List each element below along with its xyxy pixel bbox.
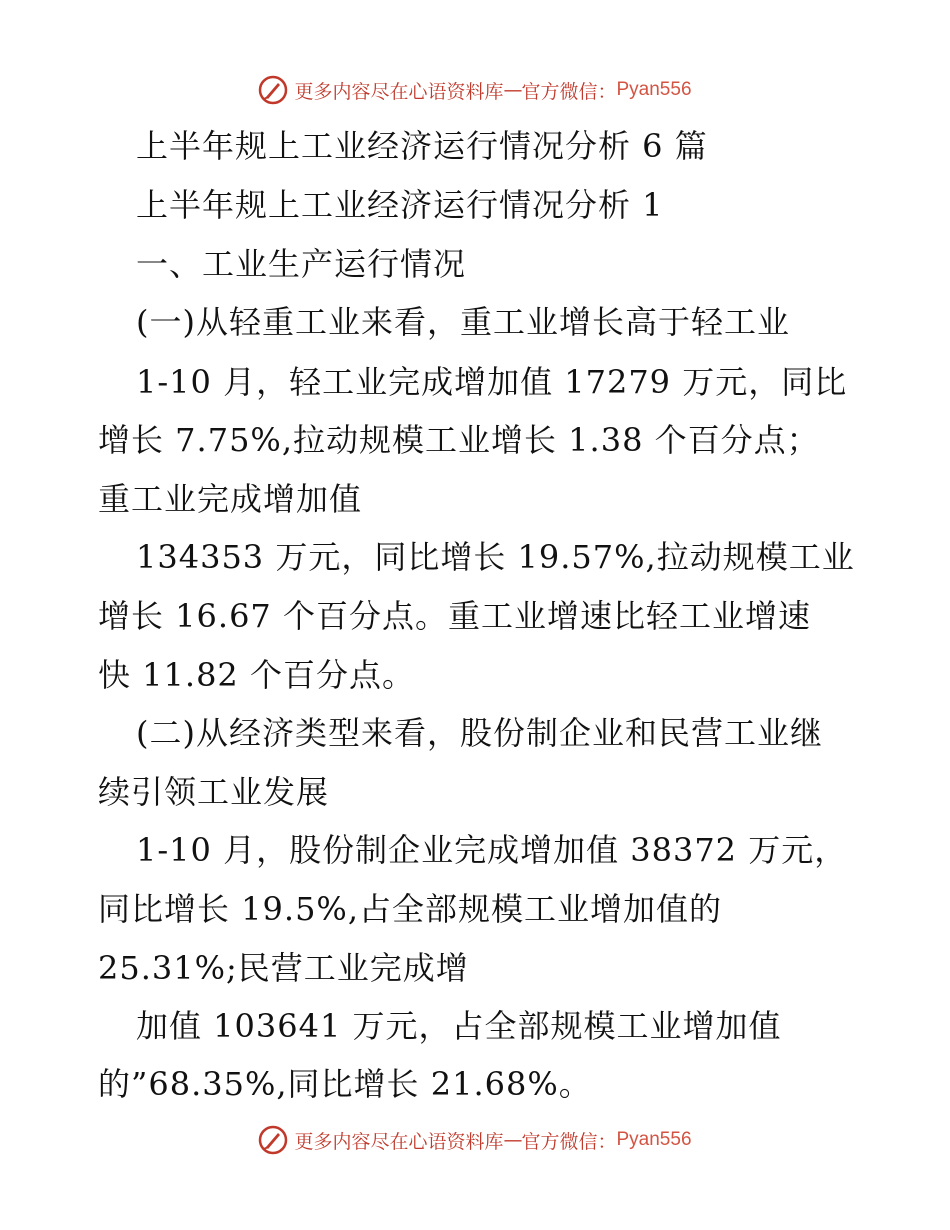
subheading-economic-type: (二)从经济类型来看，股份制企业和民营工业继 [136, 714, 823, 752]
watermark-brand: 更多内容尽在心语资料库 [294, 1130, 504, 1153]
paragraph-line: 增长 16.67 个百分点。重工业增速比轻工业增速 [98, 597, 811, 635]
paragraph-line: 134353 万元，同比增长 19.57%,拉动规模工业 [136, 538, 855, 576]
paragraph-line: 增长 7.75%,拉动规模工业增长 1.38 个百分点； [98, 421, 820, 459]
paragraph-line: 加值 103641 万元，占全部规模工业增加值 [136, 1007, 782, 1045]
paragraph-line: 的”68.35%,同比增长 21.68%。 [98, 1065, 592, 1103]
subheading-light-heavy-industry: (一)从轻重工业来看，重工业增长高于轻工业 [136, 303, 790, 341]
section-title: 上半年规上工业经济运行情况分析 1 [136, 186, 664, 224]
paragraph-line: 重工业完成增加值 [98, 480, 363, 518]
paragraph-line: 同比增长 19.5%,占全部规模工业增加值的 [98, 890, 723, 928]
paragraph-line: 1-10 月，股份制企业完成增加值 38372 万元， [136, 831, 848, 869]
watermark-code: Pyan556 [616, 79, 692, 100]
heading-industrial-production: 一、工业生产运行情况 [136, 245, 467, 283]
watermark-footer [0, 1120, 950, 1160]
paragraph-line: 续引领工业发展 [98, 773, 330, 811]
watermark-separator: — [503, 1129, 522, 1151]
paragraph-line: 快 11.82 个百分点。 [98, 656, 415, 694]
feather-pen-logo-icon [258, 1125, 288, 1155]
watermark-label: 官方微信： [521, 1130, 617, 1153]
watermark-label: 官方微信： [521, 80, 617, 103]
paragraph-line: 1-10 月，轻工业完成增加值 17279 万元，同比 [136, 363, 848, 401]
watermark-separator: — [503, 79, 522, 101]
watermark-code: Pyan556 [616, 1129, 692, 1150]
document-title: 上半年规上工业经济运行情况分析 6 篇 [136, 127, 708, 165]
paragraph-line: 25.31%;民营工业完成增 [98, 949, 469, 987]
watermark-brand: 更多内容尽在心语资料库 [294, 80, 504, 103]
